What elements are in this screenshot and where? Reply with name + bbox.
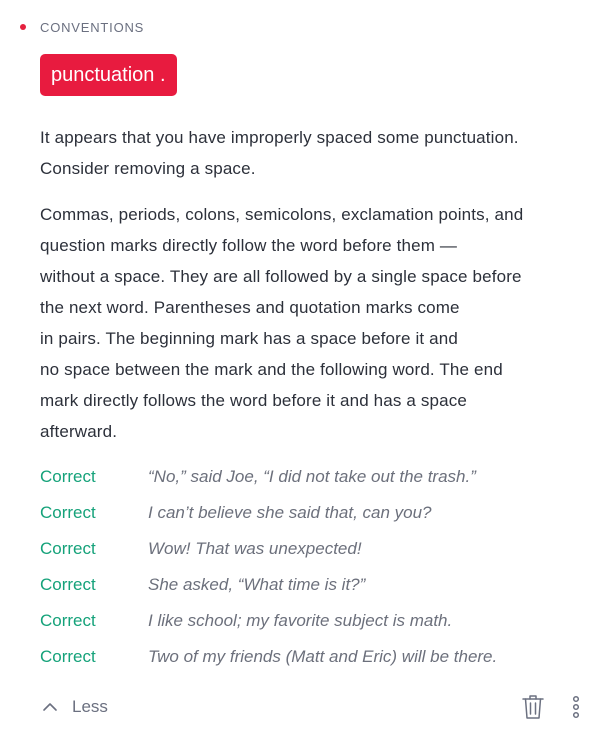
example-correct-tag: Correct	[40, 467, 96, 486]
example-row	[40, 495, 600, 531]
example-sentence: She asked, “What time is it?”	[148, 575, 366, 594]
example-sentence: I like school; my favorite subject is math.	[148, 611, 453, 630]
explanation-line: mark directly follows the word before it and has a space	[40, 391, 467, 410]
category-dot-icon	[20, 24, 26, 30]
summary-line: Consider removing a space.	[40, 159, 256, 178]
category-label: CONVENTIONS	[40, 19, 145, 35]
example-correct-tag: Correct	[40, 611, 96, 630]
explanation-line: the next word. Parentheses and quotation marks come	[40, 298, 460, 317]
example-row	[40, 459, 600, 495]
example-row	[40, 567, 600, 603]
example-row	[40, 639, 600, 675]
example-correct-tag: Correct	[40, 503, 96, 522]
less-button[interactable]	[42, 690, 108, 724]
trash-icon[interactable]	[521, 693, 545, 721]
explanation-text	[40, 199, 596, 447]
example-row	[40, 531, 600, 567]
less-label: Less	[72, 697, 108, 716]
example-sentence: Wow! That was unexpected!	[148, 539, 362, 558]
example-sentence: I can’t believe she said that, can you?	[148, 503, 432, 522]
explanation-line: Commas, periods, colons, semicolons, exclamation points, and	[40, 205, 524, 224]
example-sentence: “No,” said Joe, “I did not take out the trash.”	[148, 467, 476, 486]
summary-line: It appears that you have improperly spaced some punctuation.	[40, 128, 519, 147]
example-correct-tag: Correct	[40, 539, 96, 558]
more-vertical-icon[interactable]	[569, 694, 583, 722]
chevron-up-icon	[42, 702, 58, 712]
explanation-line: afterward.	[40, 422, 118, 441]
example-correct-tag: Correct	[40, 647, 96, 666]
flagged-text-chip: punctuation .	[40, 54, 177, 96]
example-correct-tag: Correct	[40, 575, 96, 594]
example-row	[40, 603, 600, 639]
category-header	[20, 18, 144, 36]
explanation-line: without a space. They are all followed by a single space before	[40, 267, 522, 286]
card-footer	[0, 690, 612, 726]
explanation-line: in pairs. The beginning mark has a space before it and	[40, 329, 458, 348]
examples-list	[40, 459, 600, 675]
summary-text	[40, 122, 596, 184]
example-sentence: Two of my friends (Matt and Eric) will be there.	[148, 647, 498, 666]
explanation-line: no space between the mark and the following word. The end	[40, 360, 503, 379]
explanation-line: question marks directly follow the word before them —	[40, 236, 458, 255]
